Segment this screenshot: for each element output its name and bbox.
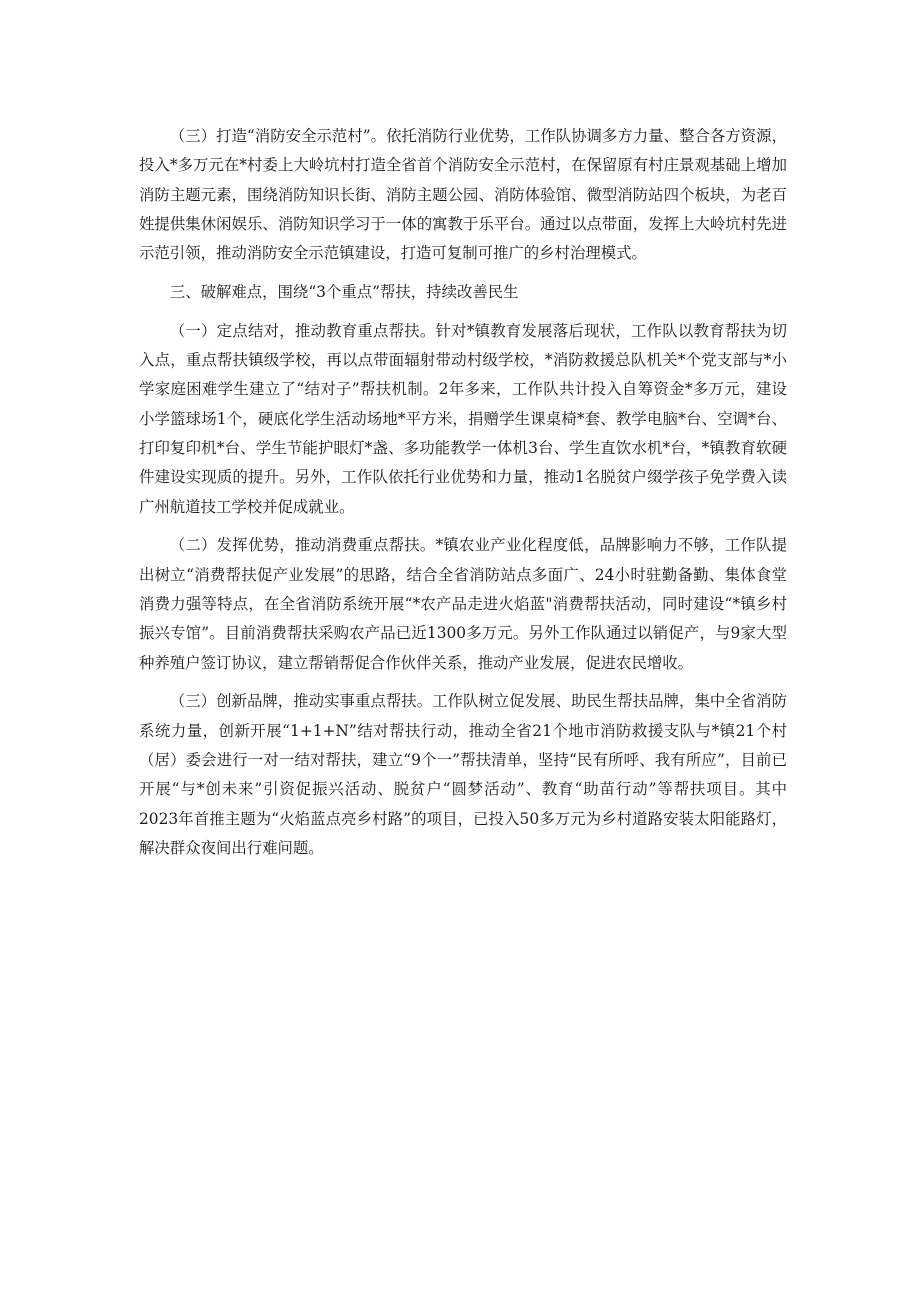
paragraph-fire-safety-village: （三）打造“消防安全示范村”。依托消防行业优势，工作队协调多方力量、整合各方资源，投入*多万元在*村委上大岭坑村打造全省首个消防安全示范村，在保留原有村庄景观基础上增加消防主题元素，围绕消防知识长街、消防主题公园、消防体验馆、微型消防站四个板块，为老百姓提供集休闲娱乐、消防知识学习于一体的寓教于乐平台。通过以点带面，发挥上大岭坑村先进示范引领，推动消防安全示范镇建设，打造可复制可推广的乡村治理模式。 — [139, 127, 787, 263]
paragraph-practical-support: （三）创新品牌，推动实事重点帮扶。工作队树立促发展、助民生帮扶品牌，集中全省消防系统力量，创新开展“1+1+N”结对帮扶行动，推动全省21个地市消防救援支队与*镇21个村（居）委会进行一对一结对帮扶，建立“9个一”帮扶清单，坚持“民有所呼、我有所应”，目前已开展“与*创未来”引资促振兴活动、脱贫户“圆梦活动”、教育“助苗行动”等帮扶项目。其中2023年首推主题为“火焰蓝点亮乡村路”的项目，已投入50多万元为乡村道路安装太阳能路灯，解决群众夜间出行难问题。 — [139, 692, 787, 857]
paragraph-education-support: （一）定点结对，推动教育重点帮扶。针对*镇教育发展落后现状，工作队以教育帮扶为切入点，重点帮扶镇级学校，再以点带面辐射带动村级学校，*消防救援总队机关*个党支部与*小学家庭困难学生建立了“结对子”帮扶机制。2年多来，工作队共计投入自筹资金*多万元，建设小学篮球场1个，硬底化学生活动场地*平方米，捐赠学生课桌椅*套、教学电脑*台、空调*台、打印复印机*台、学生节能护眼灯*盏、多功能教学一体机3台、学生直饮水机*台，*镇教育软硬件建设实现质的提升。另外，工作队依托行业优势和力量，推动1名脱贫户缀学孩子免学费入读广州航道技工学校并促成就业。 — [139, 321, 787, 516]
section-heading-three: 三、破解难点，围绕“3个重点”帮扶，持续改善民生 — [169, 282, 519, 301]
paragraph-consumption-support: （二）发挥优势，推动消费重点帮扶。*镇农业产业化程度低，品牌影响力不够，工作队提出树立“消费帮扶促产业发展”的思路，结合全省消防站点多面广、24小时驻勤备勤、集体食堂消费力强等特点，在全省消防系统开展“*农产品走进火焰蓝"消费帮扶活动，同时建设“*镇乡村振兴专馆”。目前消费帮扶采购农产品已近1300多万元。另外工作队通过以销促产，与9家大型种养殖户签订协议，建立帮销帮促合作伙伴关系，推动产业发展，促进农民增收。 — [139, 536, 787, 672]
document-body — [139, 122, 787, 873]
